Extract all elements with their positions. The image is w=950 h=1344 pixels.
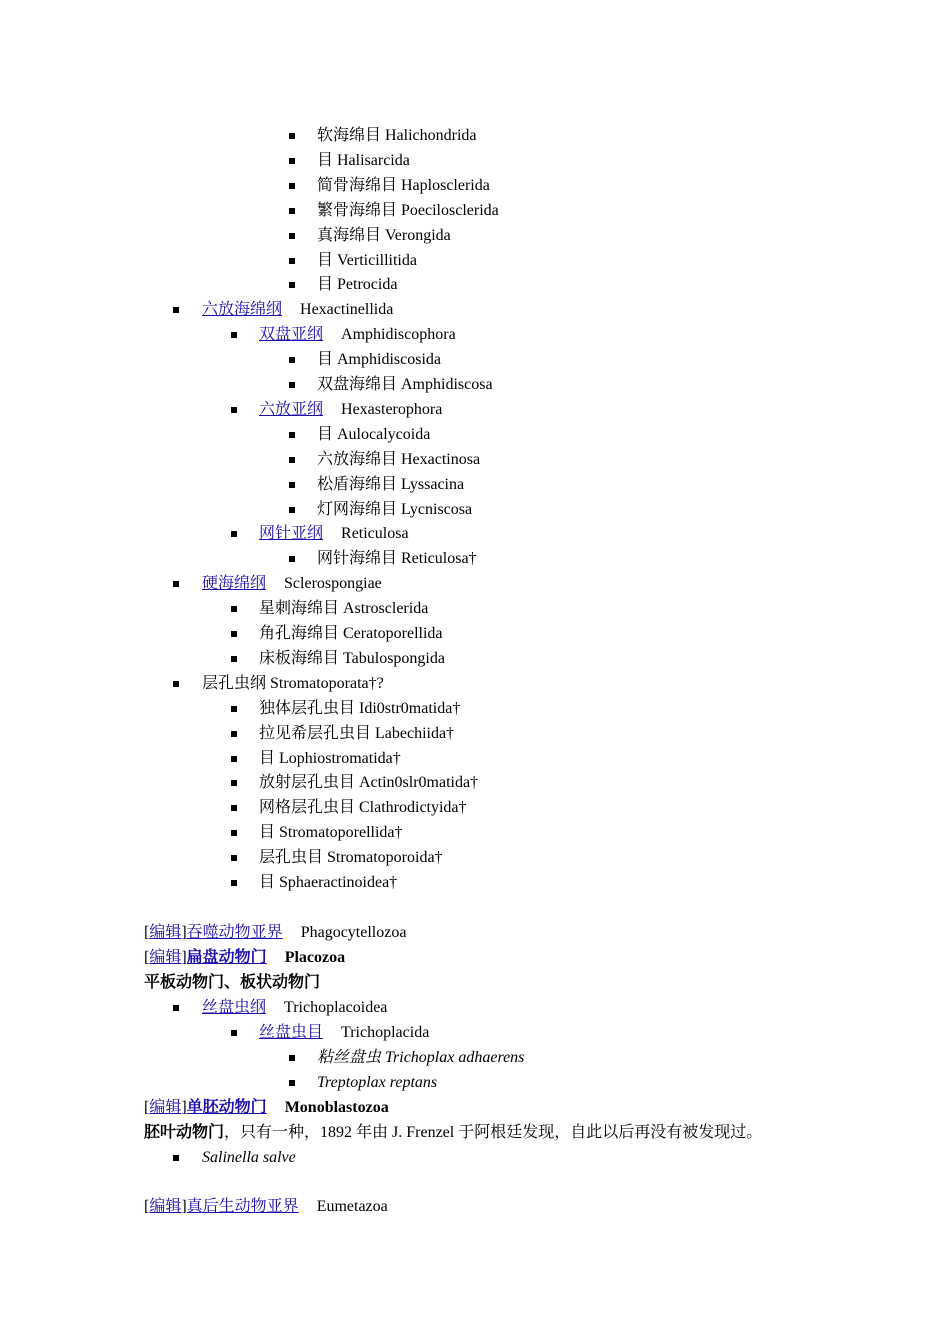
- taxon-name: 真海绵目 Verongida: [317, 226, 451, 244]
- bullet-icon: [289, 208, 295, 214]
- bullet-icon: [289, 357, 295, 363]
- bullet-icon: [231, 606, 237, 612]
- bullet-icon: [289, 1055, 295, 1061]
- taxon-link[interactable]: 六放海绵纲: [202, 301, 283, 319]
- taxon-link[interactable]: 双盘亚纲: [259, 326, 324, 344]
- taxon-name: 层孔虫目 Stromatoporoida†: [259, 849, 443, 867]
- eumetazoa-name: Eumetazoa: [316, 1198, 388, 1215]
- taxon-name: 繁骨海绵目 Poecilosclerida: [317, 201, 499, 219]
- bullet-icon: [231, 332, 237, 338]
- taxon-name: 目 Stromatoporellida†: [259, 824, 403, 842]
- taxon-name: 目 Sphaeractinoidea†: [259, 874, 398, 891]
- taxon-name: 目 Aulocalycoida: [317, 425, 431, 443]
- species-name: Treptoplax reptans: [317, 1074, 438, 1091]
- bullet-icon: [231, 731, 237, 737]
- taxon-name: 网针海绵目 Reticulosa†: [317, 550, 477, 568]
- taxon-name: 放射层孔虫目 Actin0slr0matida†: [259, 774, 479, 792]
- taxon-name: 软海绵目 Halichondrida: [317, 127, 477, 144]
- section-heading-eumetazoa: [编辑]真后生动物亚界 Eumetazoa: [144, 1198, 388, 1215]
- bullet-icon: [231, 656, 237, 662]
- bullet-icon: [231, 880, 237, 886]
- bullet-icon: [231, 805, 237, 811]
- taxon-name: Hexactinellida: [300, 301, 394, 319]
- bullet-icon: [231, 780, 237, 786]
- bullet-icon: [289, 158, 295, 164]
- edit-link[interactable]: 编辑: [149, 1099, 182, 1116]
- taxon-name: 床板海绵目 Tabulospongida: [259, 649, 445, 667]
- bullet-icon: [231, 407, 237, 413]
- bullet-icon: [289, 382, 295, 388]
- taxon-name: 简骨海绵目 Haplosclerida: [317, 176, 490, 194]
- section-heading-monoblastozoa: [编辑]单胚动物门 Monoblastozoa: [144, 1099, 389, 1116]
- phagocytellozoa-name: Phagocytellozoa: [300, 924, 407, 941]
- phagocytellozoa-link[interactable]: 吞噬动物亚界: [186, 924, 283, 941]
- taxon-name: 六放海绵目 Hexactinosa: [317, 450, 481, 468]
- bullet-icon: [289, 482, 295, 488]
- taxon-link[interactable]: 硬海绵纲: [202, 575, 267, 593]
- taxon-name: 角孔海绵目 Ceratoporellida: [259, 625, 443, 642]
- bullet-icon: [231, 756, 237, 762]
- edit-link[interactable]: 编辑: [149, 924, 182, 941]
- trichoplacoidea-name: Trichoplacoidea: [284, 999, 388, 1016]
- bullet-icon: [289, 507, 295, 513]
- bullet-icon: [173, 681, 179, 687]
- taxon-link[interactable]: 网针亚纲: [259, 525, 324, 543]
- bullet-icon: [231, 855, 237, 861]
- section-heading-placozoa: [编辑]扁盘动物门 Placozoa: [144, 949, 346, 966]
- bullet-icon: [289, 282, 295, 288]
- bullet-icon: [289, 1080, 295, 1086]
- placozoa-name: Placozoa: [284, 949, 346, 966]
- taxon-name: 层孔虫纲 Stromatoporata†?: [202, 674, 384, 692]
- bullet-icon: [173, 581, 179, 587]
- bullet-icon: [231, 531, 237, 537]
- bullet-icon: [289, 556, 295, 562]
- placozoa-description: 平板动物门、板状动物门: [144, 974, 321, 991]
- bullet-icon: [289, 233, 295, 239]
- bullet-icon: [231, 706, 237, 712]
- edit-link[interactable]: 编辑: [149, 1198, 182, 1215]
- monoblastozoa-name: Monoblastozoa: [284, 1099, 389, 1116]
- bullet-icon: [289, 183, 295, 189]
- bullet-icon: [289, 432, 295, 438]
- taxon-name: 独体层孔虫目 Idi0str0matida†: [259, 699, 461, 717]
- bullet-icon: [289, 133, 295, 139]
- bullet-icon: [173, 307, 179, 313]
- taxon-name: 目 Lophiostromatida†: [259, 749, 401, 767]
- monoblastozoa-desc-text: ，只有一种，1892 年由 J. Frenzel 于阿根廷发现，自此以后再没有被发现过。: [224, 1124, 763, 1141]
- species-name: Salinella salve: [202, 1149, 296, 1166]
- trichoplacoidea-link[interactable]: 丝盘虫纲: [202, 999, 267, 1016]
- edit-link[interactable]: 编辑: [149, 949, 182, 966]
- taxon-name: 星刺海绵目 Astrosclerida: [259, 600, 429, 618]
- eumetazoa-link[interactable]: 真后生动物亚界: [186, 1198, 299, 1215]
- section-heading-phagocytellozoa: [编辑]吞噬动物亚界 Phagocytellozoa: [144, 924, 407, 941]
- monoblastozoa-alt-name: 胚叶动物门: [144, 1124, 225, 1141]
- species-name: 粘丝盘虫 Trichoplax adhaerens: [317, 1049, 525, 1066]
- taxon-name: 目 Verticillitida: [317, 251, 417, 269]
- taxon-name: Reticulosa: [341, 525, 409, 543]
- monoblastozoa-description: [144, 1120, 762, 1145]
- trichoplacida-name: Trichoplacida: [341, 1024, 430, 1041]
- taxon-name: 目 Petrocida: [317, 276, 398, 294]
- taxon-name: 灯网海绵目 Lycniscosa: [317, 500, 473, 518]
- taxon-name: Sclerospongiae: [284, 575, 382, 593]
- taxon-name: 双盘海绵目 Amphidiscosa: [317, 376, 493, 393]
- bullet-icon: [173, 1005, 179, 1011]
- placozoa-link[interactable]: 扁盘动物门: [186, 949, 267, 966]
- taxon-name: 网格层孔虫目 Clathrodictyida†: [259, 799, 467, 817]
- taxon-name: 拉见希层孔虫目 Labechiida†: [259, 724, 455, 742]
- bullet-icon: [231, 830, 237, 836]
- taxon-name: Amphidiscophora: [341, 326, 456, 344]
- taxon-name: Hexasterophora: [341, 400, 443, 418]
- taxon-name: 松盾海绵目 Lyssacina: [317, 475, 465, 493]
- bullet-icon: [173, 1155, 179, 1161]
- taxon-link[interactable]: 六放亚纲: [259, 400, 324, 418]
- bullet-icon: [231, 631, 237, 637]
- bullet-icon: [289, 457, 295, 463]
- monoblastozoa-link[interactable]: 单胚动物门: [186, 1099, 267, 1116]
- bullet-icon: [231, 1030, 237, 1036]
- trichoplacida-link[interactable]: 丝盘虫目: [259, 1024, 324, 1041]
- taxon-name: 目 Halisarcida: [317, 151, 410, 169]
- taxon-name: 目 Amphidiscosida: [317, 351, 441, 369]
- bullet-icon: [289, 258, 295, 264]
